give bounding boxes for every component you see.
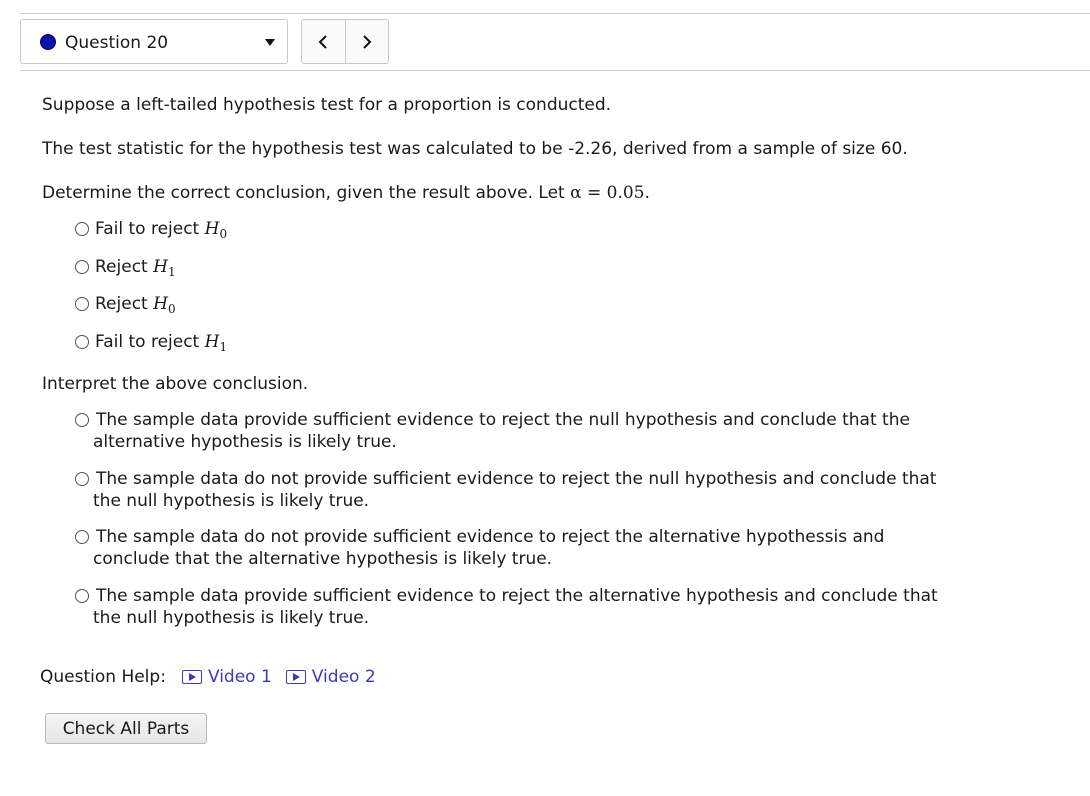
option-line-1: The sample data provide sufficient evidence to reject the alternative hypothesis and conclude that bbox=[96, 586, 938, 606]
caret-down-icon bbox=[265, 39, 275, 46]
radio-button[interactable] bbox=[75, 413, 89, 427]
header-divider bbox=[20, 70, 1090, 71]
video-1-label: Video 1 bbox=[207, 667, 272, 687]
interpret-option-1[interactable] bbox=[75, 409, 976, 453]
radio-button[interactable] bbox=[75, 472, 89, 486]
hypothesis-sub: 0 bbox=[219, 227, 228, 241]
status-dot-icon bbox=[40, 34, 56, 50]
radio-button[interactable] bbox=[75, 589, 89, 603]
question-help-label: Question Help: bbox=[40, 667, 166, 687]
chevron-right-icon bbox=[362, 35, 372, 49]
video-2-link[interactable] bbox=[286, 665, 376, 689]
top-divider bbox=[20, 13, 1090, 14]
option-line-1: The sample data do not provide sufficient evidence to reject the alternative hypothessis and bbox=[96, 527, 885, 547]
radio-button[interactable] bbox=[75, 222, 89, 236]
chevron-left-icon bbox=[318, 35, 328, 49]
option-line-1: The sample data do not provide sufficient evidence to reject the null hypothesis and conclude that bbox=[96, 469, 937, 489]
radio-button[interactable] bbox=[75, 297, 89, 311]
option-label: Reject bbox=[95, 294, 154, 314]
question-nav bbox=[301, 19, 389, 64]
question-help bbox=[40, 665, 390, 689]
conclusion-prompt bbox=[42, 181, 650, 205]
previous-question-button[interactable] bbox=[302, 20, 345, 63]
conclusion-prompt-text: Determine the correct conclusion, given the result above. Let bbox=[42, 183, 571, 203]
interpret-prompt: Interpret the above conclusion. bbox=[42, 374, 309, 394]
conclusion-option-1[interactable] bbox=[75, 218, 227, 240]
option-label: Fail to reject bbox=[95, 219, 205, 239]
check-all-parts-button[interactable]: Check All Parts bbox=[45, 713, 207, 744]
conclusion-option-2[interactable] bbox=[75, 256, 176, 278]
video-1-link[interactable] bbox=[182, 665, 272, 689]
option-line-2: alternative hypothesis is likely true. bbox=[93, 432, 397, 452]
option-line-2: the null hypothesis is likely true. bbox=[93, 491, 370, 511]
conclusion-option-3[interactable] bbox=[75, 293, 176, 315]
interpret-option-3[interactable] bbox=[75, 526, 976, 570]
alpha-value: α = 0.05. bbox=[570, 183, 650, 203]
question-label: Question 20 bbox=[65, 33, 169, 53]
question-intro: Suppose a left-tailed hypothesis test for a proportion is conducted. bbox=[42, 95, 612, 115]
option-line-1: The sample data provide sufficient evidence to reject the null hypothesis and conclude that the bbox=[96, 410, 910, 430]
hypothesis-var: H bbox=[153, 257, 168, 277]
video-play-icon bbox=[286, 670, 306, 684]
hypothesis-sub: 0 bbox=[167, 302, 176, 316]
question-selector[interactable] bbox=[20, 19, 288, 64]
next-question-button[interactable] bbox=[345, 20, 389, 63]
video-play-icon bbox=[182, 670, 202, 684]
conclusion-option-4[interactable] bbox=[75, 331, 227, 353]
hypothesis-sub: 1 bbox=[167, 265, 176, 279]
interpret-option-2[interactable] bbox=[75, 468, 976, 512]
video-2-label: Video 2 bbox=[311, 667, 376, 687]
radio-button[interactable] bbox=[75, 260, 89, 274]
question-header bbox=[20, 19, 1090, 71]
radio-button[interactable] bbox=[75, 335, 89, 349]
option-label: Fail to reject bbox=[95, 332, 205, 352]
test-statistic-text: The test statistic for the hypothesis test was calculated to be -2.26, derived from a sample of size 60. bbox=[42, 139, 908, 159]
option-label: Reject bbox=[95, 257, 154, 277]
option-line-2: the null hypothesis is likely true. bbox=[93, 608, 370, 628]
hypothesis-var: H bbox=[153, 294, 168, 314]
hypothesis-sub: 1 bbox=[219, 340, 228, 354]
interpret-option-4[interactable] bbox=[75, 585, 976, 629]
hypothesis-var: H bbox=[204, 332, 220, 352]
hypothesis-var: H bbox=[204, 219, 220, 239]
radio-button[interactable] bbox=[75, 530, 89, 544]
option-line-2: conclude that the alternative hypothesis is likely true. bbox=[93, 549, 553, 569]
